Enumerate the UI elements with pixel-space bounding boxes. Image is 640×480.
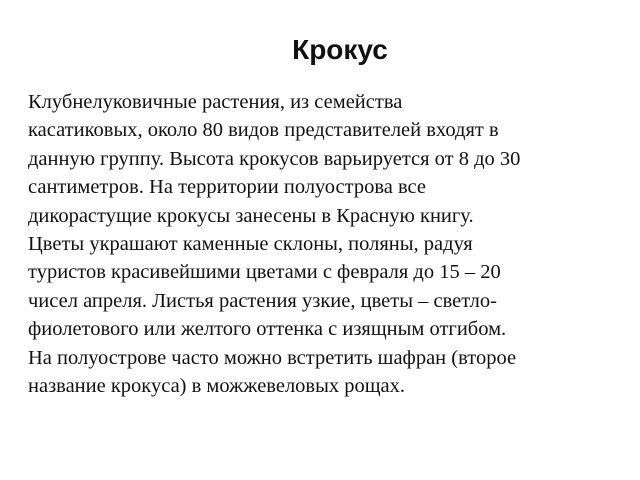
slide-title: Крокус — [292, 34, 388, 65]
body-line: название крокуса) в можжевеловых рощах. — [28, 375, 406, 398]
body-line: сантиметров. На территории полуострова все — [28, 176, 426, 199]
body-line: касатиковых, около 80 видов представителей входят в — [28, 119, 499, 142]
body-line: данную группу. Высота крокусов варьируется от 8 до 30 — [28, 147, 521, 170]
body-text — [28, 88, 618, 400]
body-line: туристов красивейшими цветами с февраля до 15 – 20 — [28, 261, 501, 284]
body-line: чисел апреля. Листья растения узкие, цветы – светло- — [28, 289, 497, 312]
body-line: Клубнелуковичные растения, из семейства — [28, 91, 403, 113]
body-line: фиолетового или желтого оттенка с изящным отгибом. — [28, 318, 507, 341]
body-line: Цветы украшают каменные склоны, поляны, радуя — [28, 233, 473, 256]
body-line: На полуострове часто можно встретить шафран (второе — [28, 346, 517, 369]
body-line: дикорастущие крокусы занесены в Красную книгу. — [28, 204, 474, 227]
